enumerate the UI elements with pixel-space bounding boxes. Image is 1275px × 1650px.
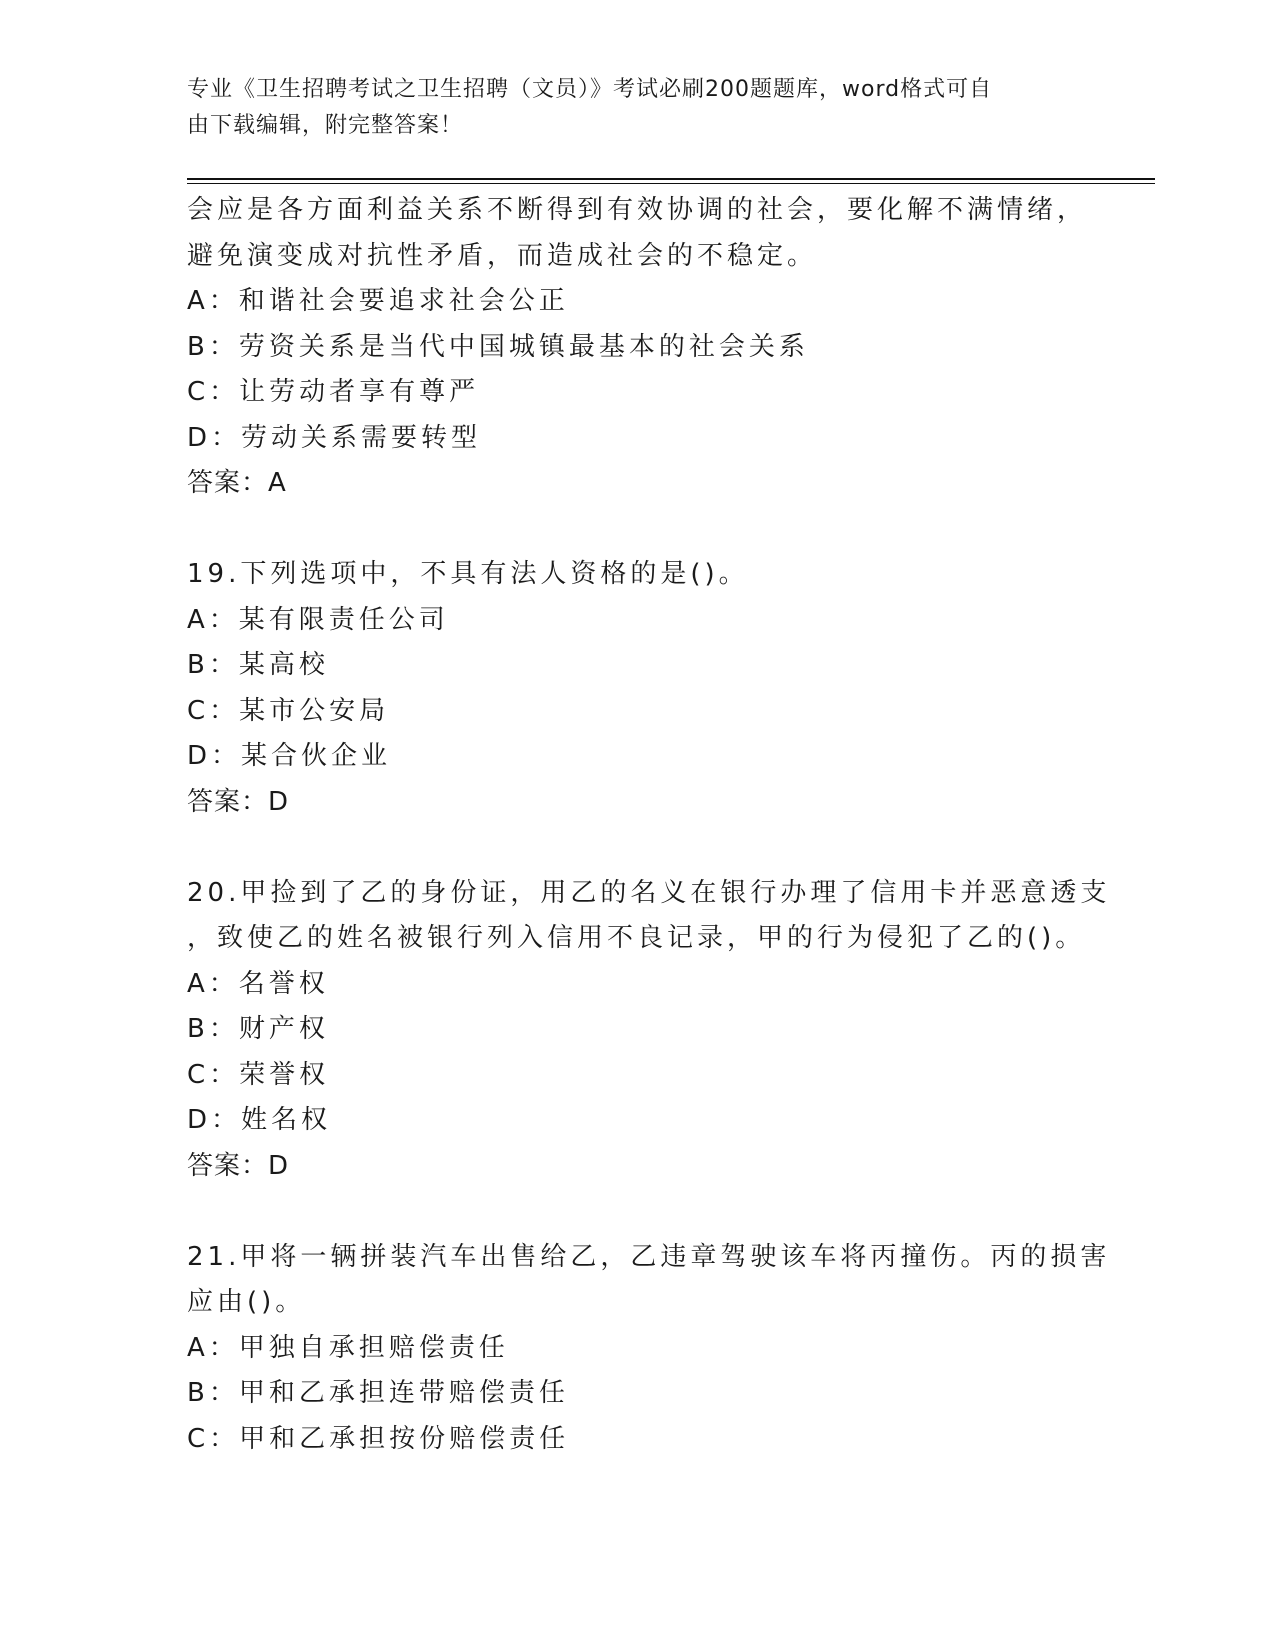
option-c: C：荣誉权 <box>187 1059 330 1090</box>
option-c: C：让劳动者享有尊严 <box>187 377 480 407</box>
option-d: D：某合伙企业 <box>187 741 392 771</box>
option-a: A：和谐社会要追求社会公正 <box>187 286 569 316</box>
question-18-continued <box>187 188 1087 507</box>
question-list <box>187 188 1111 1462</box>
answer-line: 答案：D <box>187 1150 290 1181</box>
option-c: C：甲和乙承担按份赔偿责任 <box>187 1423 570 1454</box>
option-a: A：名誉权 <box>187 968 329 999</box>
question-stem-line: 应由()。 <box>187 1287 306 1317</box>
question-stem-line: 20.甲捡到了乙的身份证，用乙的名义在银行办理了信用卡并恶意透支 <box>187 877 1111 908</box>
option-a: A：某有限责任公司 <box>187 604 449 635</box>
option-b: B：某高校 <box>187 650 329 680</box>
question-stem-line: 会应是各方面利益关系不断得到有效协调的社会，要化解不满情绪， <box>187 195 1088 225</box>
option-b: B：甲和乙承担连带赔偿责任 <box>187 1378 569 1408</box>
question-stem-line: 19.下列选项中，不具有法人资格的是()。 <box>187 559 749 589</box>
answer-line: 答案：D <box>187 786 290 817</box>
option-a: A：甲独自承担赔偿责任 <box>187 1332 509 1363</box>
question-stem-line: 避免演变成对抗性矛盾，而造成社会的不稳定。 <box>187 240 818 271</box>
option-d: D：劳动关系需要转型 <box>187 422 482 453</box>
header-line-2: 由下载编辑，附完整答案！ <box>187 113 464 138</box>
option-c: C：某市公安局 <box>187 695 390 726</box>
question-19 <box>187 552 1087 825</box>
question-21 <box>187 1235 1111 1463</box>
question-stem-line: ，致使乙的姓名被银行列入信用不良记录，甲的行为侵犯了乙的()。 <box>187 923 1086 953</box>
document-header <box>187 72 1077 144</box>
spacer <box>187 1189 1087 1235</box>
spacer <box>187 825 1087 871</box>
header-divider-thin <box>187 183 1155 184</box>
spacer <box>187 507 1087 553</box>
question-stem-line: 21.甲将一辆拼装汽车出售给乙，乙违章驾驶该车将丙撞伤。丙的损害 <box>187 1241 1111 1272</box>
question-20 <box>187 871 1111 1190</box>
option-b: B：财产权 <box>187 1014 329 1044</box>
header-divider-thick <box>187 178 1155 180</box>
option-d: D：姓名权 <box>187 1105 332 1135</box>
header-line-1: 专业《卫生招聘考试之卫生招聘（文员）》考试必刷200题题库，word格式可自 <box>187 77 993 102</box>
option-b: B：劳资关系是当代中国城镇最基本的社会关系 <box>187 331 809 362</box>
answer-line: 答案：A <box>187 468 287 498</box>
